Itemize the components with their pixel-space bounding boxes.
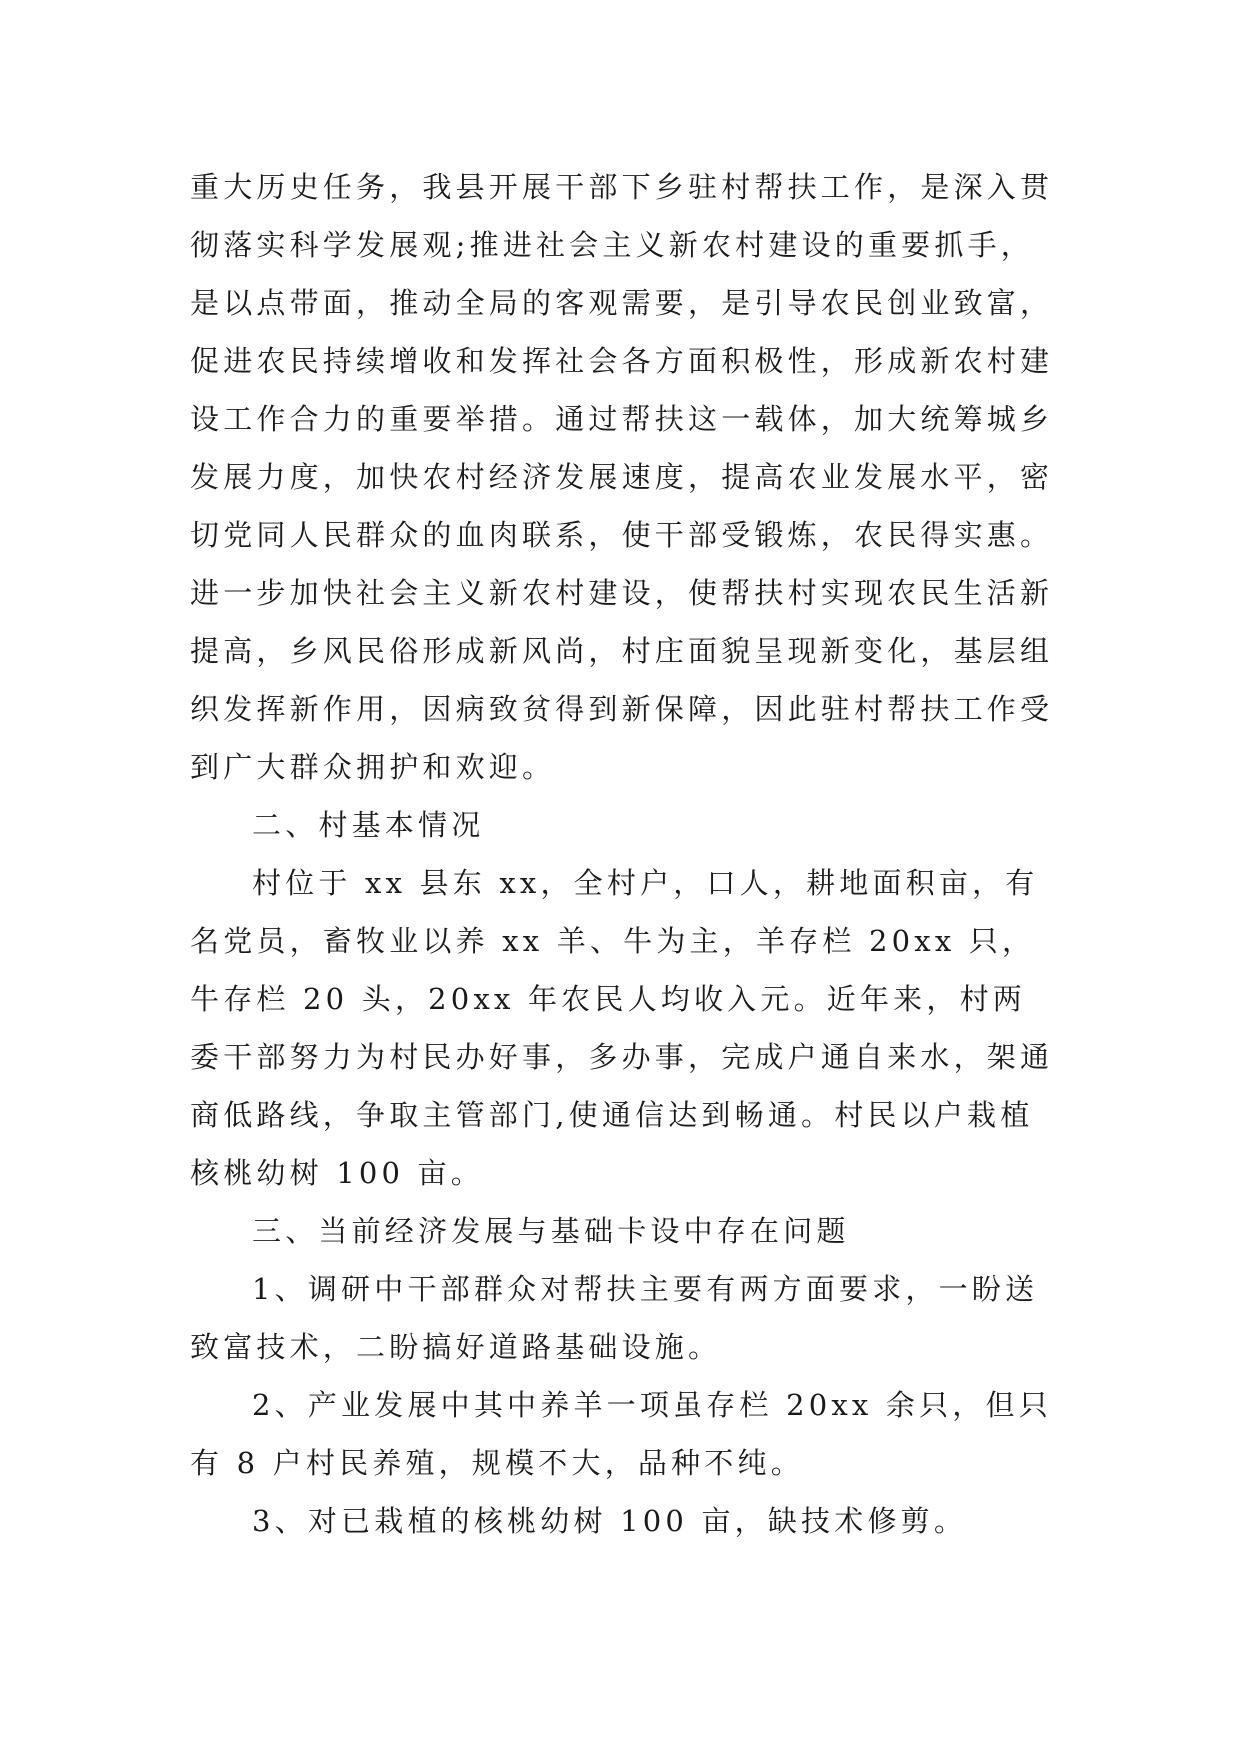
list-item-1: 1、调研中干部群众对帮扶主要有两方面要求，一盼送致富技术，二盼搞好道路基础设施。 xyxy=(190,1272,1039,1364)
list-item-3: 3、对已栽植的核桃幼树 100 亩，缺技术修剪。 xyxy=(252,1504,968,1538)
paragraph-village-info: 村位于 xx 县东 xx，全村户，口人，耕地面积亩，有名党员，畜牧业以养 xx 羊、牛为主，羊存栏 20xx 只，牛存栏 20 头，20xx 年农民人均收入元。近年来，村两委干部努力为村民办好事，多办事，完成户通自来水，架通商低路线，争取主管部门,使通信达到畅通。村民以户栽植核桃幼树 100 亩。 xyxy=(190,866,1054,1190)
section-heading-village-info: 二、村基本情况 xyxy=(252,808,485,842)
list-item-2: 2、产业发展中其中养羊一项虽存栏 20xx 余只，但只有 8 户村民养殖，规模不大，品种不纯。 xyxy=(190,1388,1052,1480)
document-body xyxy=(190,158,1058,1550)
paragraph-intro: 重大历史任务，我县开展干部下乡驻村帮扶工作，是深入贯彻落实科学发展观;推进社会主义新农村建设的重要抓手，是以点带面，推动全局的客观需要，是引导农民创业致富，促进农民持续增收和发挥社会各方面积极性，形成新农村建设工作合力的重要举措。通过帮扶这一载体，加大统筹城乡发展力度，加快农村经济发展速度，提高农业发展水平，密切党同人民群众的血肉联系，使干部受锻炼，农民得实惠。进一步加快社会主义新农村建设，使帮扶村实现农民生活新提高，乡风民俗形成新风尚，村庄面貌呈现新变化，基层组织发挥新作用，因病致贫得到新保障，因此驻村帮扶工作受到广大群众拥护和欢迎。 xyxy=(190,170,1054,784)
section-heading-problems: 三、当前经济发展与基础卡设中存在问题 xyxy=(252,1214,850,1248)
